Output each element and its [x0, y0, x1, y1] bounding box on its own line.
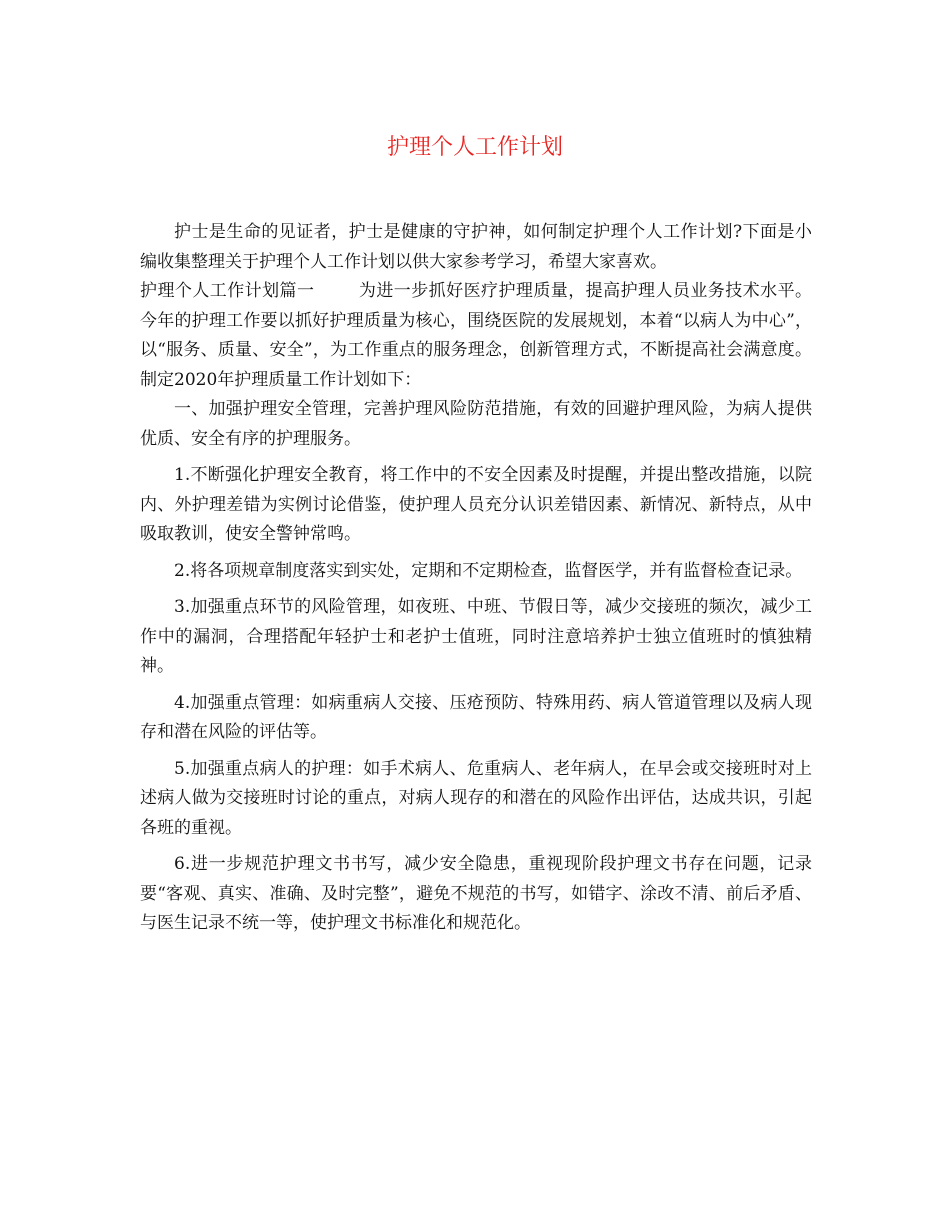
body-paragraph: 4.加强重点管理：如病重病人交接、压疮预防、特殊用药、病人管道管理以及病人现存和潜在风险的评估等。	[140, 692, 812, 742]
document-title: 护理个人工作计划	[386, 135, 563, 160]
body-paragraph: 1.不断强化护理安全教育，将工作中的不安全因素及时提醒，并提出整改措施，以院内、外护理差错为实例讨论借鉴，使护理人员充分认识差错因素、新情况、新特点，从中吸取教训，使安全警钟常鸣。	[140, 465, 812, 544]
section-paragraph	[140, 277, 812, 395]
document-body	[140, 218, 812, 946]
intro-paragraph: 护士是生命的见证者，护士是健康的守护神，如何制定护理个人工作计划?下面是小编收集整理关于护理个人工作计划以供大家参考学习，希望大家喜欢。	[140, 222, 812, 272]
body-paragraph: 5.加强重点病人的护理：如手术病人、危重病人、老年病人，在早会或交接班时对上述病人做为交接班时讨论的重点，对病人现存的和潜在的风险作出评估，达成共识，引起各班的重视。	[140, 758, 812, 838]
body-paragraph: 6.进一步规范护理文书书写，减少安全隐患，重视现阶段护理文书存在问题，记录要“客观、真实、准确、及时完整”，避免不规范的书写，如错字、涂改不清、前后矛盾、与医生记录不统一等，使护理文书标准化和规范化。	[140, 854, 812, 933]
body-paragraph: 一、加强护理安全管理，完善护理风险防范措施，有效的回避护理风险，为病人提供优质、安全有序的护理服务。	[140, 399, 812, 449]
body-paragraph: 2.将各项规章制度落实到实处，定期和不定期检查，监督医学，并有监督检查记录。	[174, 560, 803, 581]
section-first-text: 为进一步抓好医疗护理质量，提高护理人员业务技术水平。今年的护理工作要以抓好护理质量为核心，围绕医院的发展规划，本着“以病人为中心”，以“服务、质量、安全”，为工作重点的服务理念，创新管理方式，不断提高社会满意度。制定2020年护理质量工作计划如下：	[140, 281, 813, 390]
body-paragraph: 3.加强重点环节的风险管理，如夜班、中班、节假日等，减少交接班的频次，减少工作中的漏洞，合理搭配年轻护士和老护士值班，同时注意培养护士独立值班时的慎独精神。	[140, 597, 812, 676]
section-heading: 护理个人工作计划篇一	[140, 281, 315, 301]
